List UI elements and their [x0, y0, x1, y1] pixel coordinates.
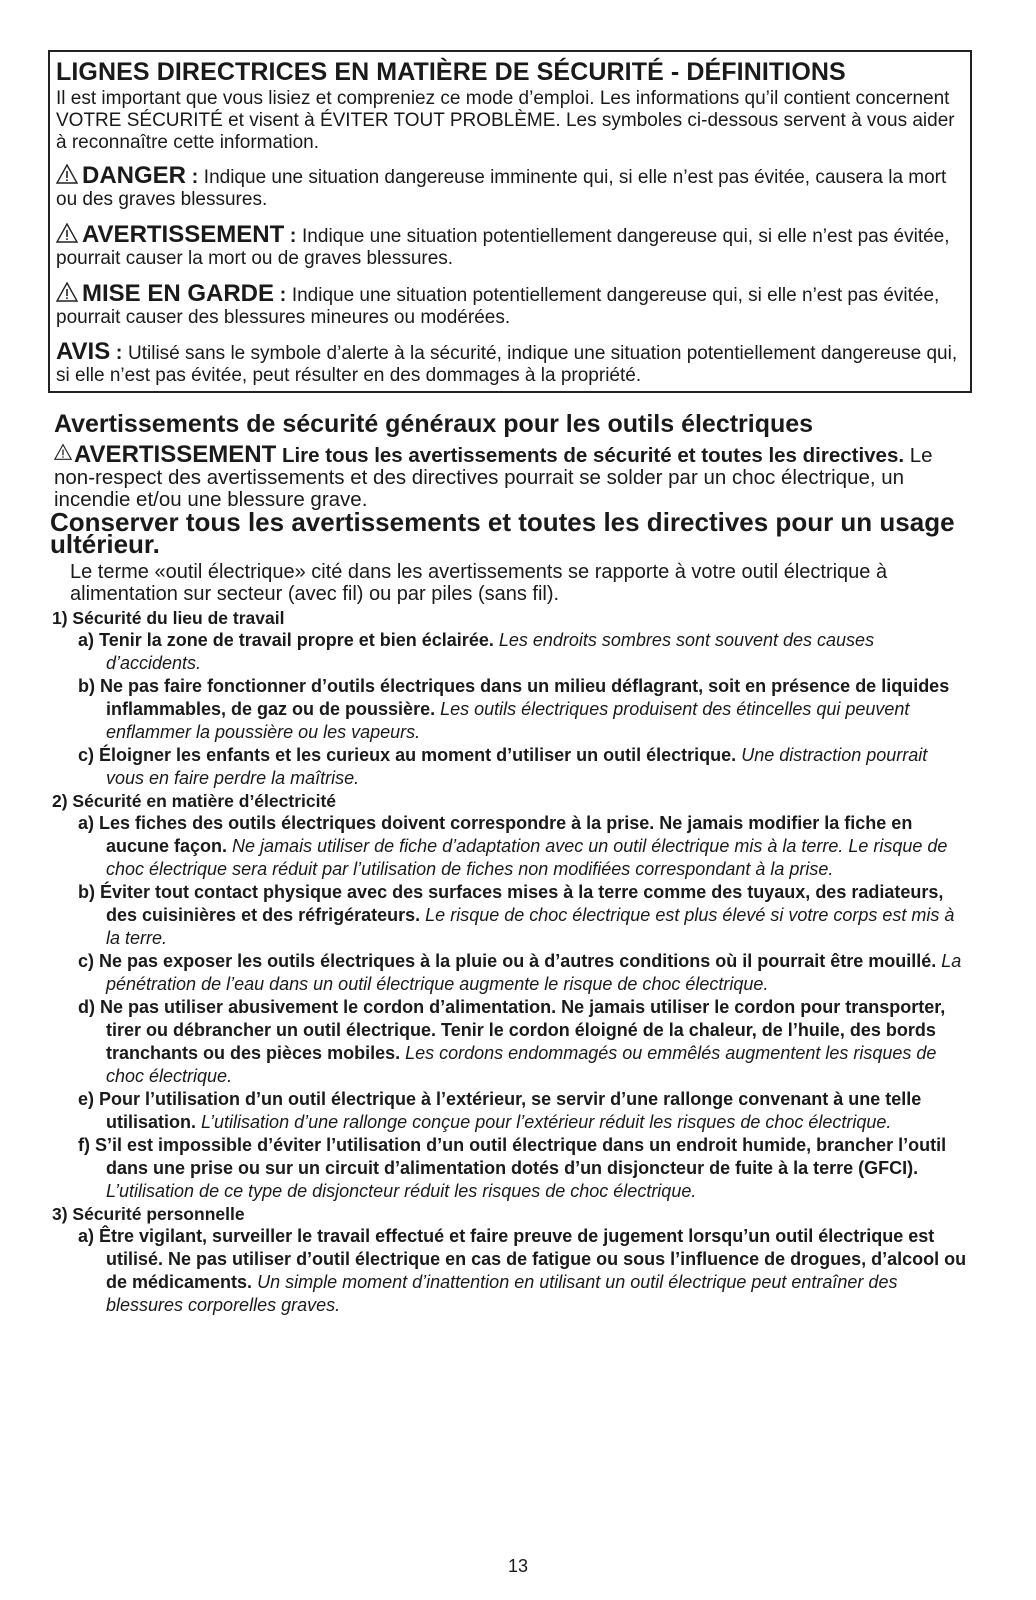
general-warning	[54, 443, 970, 511]
item-italic-text: L’utilisation d’une rallonge conçue pour l’extérieur réduit les risques de choc électrique.	[201, 1112, 892, 1132]
item-italic-text: Les outils électriques produisent des étincelles qui peuvent enflammer la poussière ou les vapeurs.	[106, 699, 910, 742]
item-label: f)	[78, 1135, 90, 1155]
list-item	[48, 950, 970, 996]
list-item	[48, 812, 970, 881]
definition-avis	[56, 338, 964, 387]
item-label: c)	[78, 745, 95, 765]
warning-triangle-icon	[56, 223, 78, 243]
item-italic-text: Le risque de choc électrique est plus élevé si votre corps est mis à la terre.	[106, 905, 955, 948]
item-bold-text: Pour l’utilisation d’un outil électrique à l’extérieur, se servir d’une rallonge convenant à une telle utilisation.	[99, 1089, 922, 1132]
list-item	[48, 881, 970, 950]
list-item	[48, 629, 970, 675]
item-bold-text: Ne pas exposer les outils électriques à la pluie ou à d’autres conditions où il pourrait être mouillé.	[99, 951, 937, 971]
item-label: a)	[78, 1226, 95, 1246]
item-label: c)	[78, 951, 95, 971]
list-item	[48, 1088, 970, 1134]
keep-instructions-heading: Conserver tous les avertissements et toutes les directives pour un usage ultérieur.	[50, 507, 955, 559]
item-label: b)	[78, 882, 95, 902]
definition-term: AVIS	[56, 338, 111, 365]
item-bold-text: S’il est impossible d’éviter l’utilisation d’un outil électrique dans un endroit humide, brancher l’outil dans une prise ou sur un circuit d’alimentation dotés d’un disjoncteur de fuite à la terre (GFCI).	[95, 1135, 947, 1178]
warning-bold-text: Lire tous les avertissements de sécurité et toutes les directives.	[281, 444, 905, 467]
list-item	[48, 996, 970, 1088]
list-item	[48, 1134, 970, 1203]
item-italic-text: Un simple moment d’inattention en utilisant un outil électrique peut entraîner des blessures corporelles graves.	[106, 1272, 898, 1315]
section-electrical-safety	[48, 790, 970, 1203]
item-bold-text: Ne pas utiliser abusivement le cordon d’alimentation. Ne jamais utiliser le cordon pour transporter, tirer ou débrancher un outil électrique. Tenir le cordon éloigné de la chaleur, de l’huile, des bords tranchants ou des pièces mobiles.	[100, 997, 946, 1063]
warning-text: Le non-respect des avertissements et des directives pourrait se solder par un choc électrique, un incendie et/ou une blessure grave.	[54, 444, 933, 511]
warning-term: AVERTISSEMENT	[74, 441, 277, 468]
definition-danger	[56, 164, 964, 211]
section-work-area	[48, 607, 970, 790]
item-italic-text: Une distraction pourrait vous en faire perdre la maîtrise.	[106, 745, 928, 788]
safety-definitions-box	[48, 50, 972, 393]
item-bold-text: Tenir la zone de travail propre et bien éclairée.	[99, 630, 494, 650]
item-italic-text: Ne jamais utiliser de fiche d’adaptation avec un outil électrique mis à la terre. Le risque de choc électrique sera réduit par l’utilisation de fiches non modifiées correspondant à la prise.	[106, 836, 948, 879]
list-item	[48, 1225, 970, 1317]
definition-term: DANGER	[82, 162, 187, 189]
item-label: b)	[78, 676, 95, 696]
definition-colon: :	[274, 284, 292, 306]
definition-text: Indique une situation potentiellement dangereuse qui, si elle n’est pas évitée, pourrait causer des blessures mineures ou modérées.	[56, 285, 940, 328]
section-title: 2) Sécurité en matière d’électricité	[52, 791, 337, 811]
section-personal-safety	[48, 1203, 970, 1317]
item-label: e)	[78, 1089, 95, 1109]
definition-colon: :	[284, 225, 303, 247]
definition-colon: :	[186, 166, 204, 188]
item-label: d)	[78, 997, 95, 1017]
definitions-title: LIGNES DIRECTRICES EN MATIÈRE DE SÉCURITÉ - DÉFINITIONS	[56, 58, 846, 86]
definition-term: AVERTISSEMENT	[82, 221, 285, 248]
item-italic-text: Les cordons endommagés ou emmêlés augmentent les risques de choc électrique.	[106, 1043, 937, 1086]
manual-page	[48, 50, 970, 1317]
page-number: 13	[507, 1556, 529, 1576]
definition-text: Utilisé sans le symbole d’alerte à la sécurité, indique une situation potentiellement dangereuse qui, si elle n’est pas évitée, peut résulter en des dommages à la propriété.	[56, 343, 958, 386]
item-bold-text: Éloigner les enfants et les curieux au moment d’utiliser un outil électrique.	[99, 745, 737, 765]
item-label: a)	[78, 813, 95, 833]
definition-text: Indique une situation potentiellement dangereuse qui, si elle n’est pas évitée, pourrait causer la mort ou de graves blessures.	[56, 226, 950, 269]
definition-avertissement	[56, 223, 964, 270]
list-item	[48, 675, 970, 744]
item-italic-text: Les endroits sombres sont souvent des causes d’accidents.	[106, 630, 875, 673]
item-bold-text: Être vigilant, surveiller le travail effectué et faire preuve de jugement lorsqu’un outil électrique est utilisé. Ne pas utiliser d’outil électrique en cas de fatigue ou sous l’influence de drogues, d’alcool ou de médicaments.	[99, 1226, 967, 1292]
definition-term: MISE EN GARDE	[82, 280, 275, 307]
list-item	[48, 744, 970, 790]
definition-colon: :	[110, 342, 129, 364]
definitions-intro: Il est important que vous lisiez et compreniez ce mode d’emploi. Les informations qu’il contient concernent VOTRE SÉCURITÉ et visent à ÉVITER TOUT PROBLÈME. Les symboles ci-dessous servent à vous aider à reconnaître cette information.	[56, 88, 955, 153]
item-label: a)	[78, 630, 95, 650]
item-bold-text: Éviter tout contact physique avec des surfaces mises à la terre comme des tuyaux, des radiateurs, des cuisinières et des réfrigérateurs.	[100, 882, 944, 925]
item-bold-text: Les fiches des outils électriques doivent correspondre à la prise. Ne jamais modifier la fiche en aucune façon.	[99, 813, 913, 856]
item-italic-text: La pénétration de l’eau dans un outil électrique augmente le risque de choc électrique.	[106, 951, 962, 994]
section-title: 3) Sécurité personnelle	[52, 1204, 245, 1224]
item-italic-text: L’utilisation de ce type de disjoncteur réduit les risques de choc électrique.	[106, 1181, 697, 1201]
warning-triangle-icon	[56, 282, 78, 302]
warning-triangle-icon	[56, 164, 78, 184]
general-warnings-heading: Avertissements de sécurité généraux pour les outils électriques	[54, 410, 814, 438]
item-bold-text: Ne pas faire fonctionner d’outils électriques dans un milieu déflagrant, soit en présence de liquides inflammables, de gaz ou de poussière.	[100, 676, 950, 719]
section-title: 1) Sécurité du lieu de travail	[52, 608, 285, 628]
definition-text: Indique une situation dangereuse imminente qui, si elle n’est pas évitée, causera la mort ou des graves blessures.	[56, 167, 947, 210]
warning-triangle-icon	[54, 443, 72, 463]
definition-mise-en-garde	[56, 282, 964, 329]
power-tool-term-text: Le terme «outil électrique» cité dans les avertissements se rapporte à votre outil électrique à alimentation sur secteur (avec fil) ou par piles (sans fil).	[70, 561, 888, 605]
